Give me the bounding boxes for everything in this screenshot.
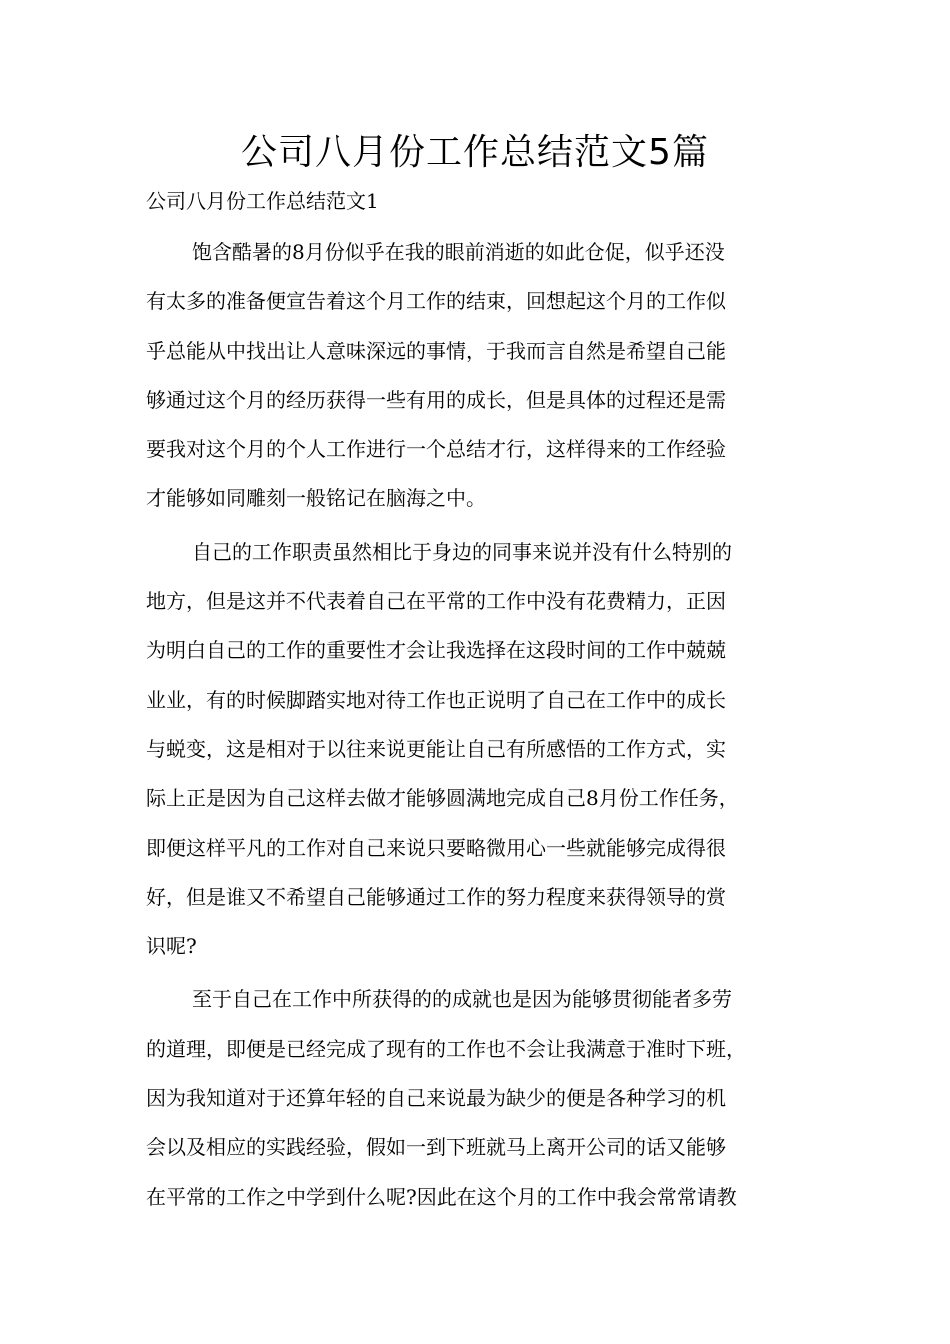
paragraph (146, 979, 810, 1225)
text-line: 的道理，即便是已经完成了现有的工作也不会让我满意于准时下班， (146, 1036, 746, 1061)
text-line: 业业，有的时候脚踏实地对待工作也正说明了自己在工作中的成长 (146, 687, 726, 712)
text-line: 与蜕变，这是相对于以往来说更能让自己有所感悟的工作方式，实 (146, 736, 726, 761)
text-line: 会以及相应的实践经验，假如一到下班就马上离开公司的话又能够 (146, 1135, 726, 1160)
text-line: 乎总能从中找出让人意味深远的事情，于我而言自然是希望自己能 (146, 338, 726, 363)
text-line: 至于自己在工作中所获得的的成就也是因为能够贯彻能者多劳 (192, 987, 732, 1012)
text-line: 有太多的准备便宣告着这个月工作的结束，回想起这个月的工作似 (146, 289, 726, 314)
text-line: 地方，但是这并不代表着自己在平常的工作中没有花费精力，正因 (146, 589, 726, 614)
text-line: 为明白自己的工作的重要性才会让我选择在这段时间的工作中兢兢 (146, 638, 726, 663)
text-line: 识呢? (146, 934, 197, 959)
text-line: 自己的工作职责虽然相比于身边的同事来说并没有什么特别的 (192, 539, 732, 564)
text-line: 要我对这个月的个人工作进行一个总结才行，这样得来的工作经验 (146, 437, 726, 462)
text-line: 即便这样平凡的工作对自己来说只要略微用心一些就能够完成得很 (146, 835, 726, 860)
text-line: 好，但是谁又不希望自己能够通过工作的努力程度来获得领导的赏 (146, 884, 726, 909)
paragraph (146, 232, 810, 528)
document-body (146, 232, 810, 1230)
text-line: 际上正是因为自己这样去做才能够圆满地完成自己8月份工作任务， (146, 786, 739, 811)
text-line: 才能够如同雕刻一般铭记在脑海之中。 (146, 486, 486, 511)
section-subtitle: 公司八月份工作总结范文1 (146, 189, 379, 213)
text-line: 够通过这个月的经历获得一些有用的成长，但是具体的过程还是需 (146, 387, 726, 412)
text-line: 饱含酷暑的8月份似乎在我的眼前消逝的如此仓促，似乎还没 (192, 240, 725, 264)
text-line: 因为我知道对于还算年轻的自己来说最为缺少的便是各种学习的机 (146, 1086, 726, 1111)
paragraph (146, 532, 810, 976)
document-title: 公司八月份工作总结范文5篇 (241, 132, 709, 173)
text-line: 在平常的工作之中学到什么呢?因此在这个月的工作中我会常常请教 (146, 1184, 737, 1209)
